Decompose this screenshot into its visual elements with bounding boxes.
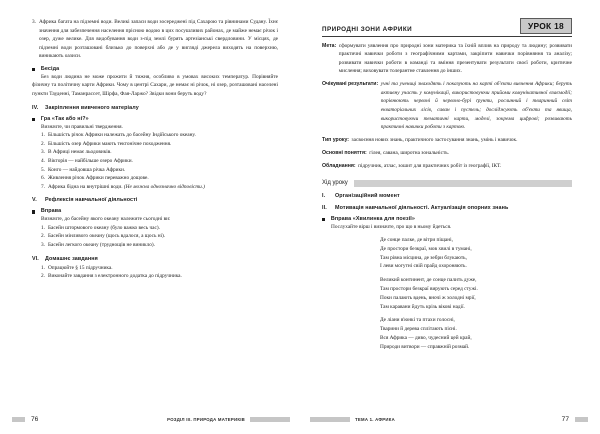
poem-line: І леви могутні свій прайд охороняють. [380,263,467,270]
list-item [32,264,278,273]
poem-stanza [380,236,572,271]
besida-text: Без води людина не може прожити й тижня, особливо в умовах високих температур. Порівняйте фізичну та політичну карти Африки. Чому в центрі Сахари, де немає ні річок, ні озер, розташовані населені пункти Тауденні, Таманрассет, Шірфа, Фая-Ларжо? Звідки вони беруть воду? [32,73,278,98]
poetry-exercise-lead: Послухайте вірш і визначте, про що в ньому йдеться. [331,223,452,230]
item-number: 1. [41,224,45,231]
homework-list [32,264,278,281]
item-text: Басейн штормового океану (було важко весь час). [47,224,160,231]
item-text: Басейн мінливого океану (щось вдалося, а щось ні). [47,233,166,240]
meta-row-aim [322,42,572,76]
item-text: Більшість озер Африки мають тектонічне походження. [47,140,172,147]
exercise-lead-text: Визначте, до басейну якого океану належите сьогодні ви: [41,216,171,223]
item-number: 1. [41,132,45,139]
section-heading-vi [32,256,278,262]
section-numeral-vi: VI. [32,255,39,262]
list-item [32,157,278,166]
item-number: 4. [41,157,45,164]
item-text: Конго — найдовша річка Африки. [47,166,126,173]
list-item [32,174,278,183]
section-heading-v [32,197,278,203]
list-item [32,183,278,192]
exercise-heading-left [32,208,278,214]
reflection-options-list [32,224,278,250]
poem-line: Де ліани в'юнкі та птахи голосні, [380,317,455,324]
footer-bar-left [310,417,350,422]
step-title-ii: Мотивація навчальної діяльності. Актуалізація опорних знань [335,204,509,211]
item-number: 3. [41,241,45,248]
item-text: Опрацюйте § 15 підручника. [47,264,113,271]
list-item [32,140,278,149]
poem-stanza [380,316,572,351]
item-number: 2. [41,233,45,240]
item-text-note: (Не можна однозначно відповісти.) [123,183,205,190]
poem-line: Поки палають вдень, вночі ж холодні мрії, [380,294,476,301]
game-heading-label: Гра «Так або ні?» [40,115,89,122]
meta-text: гілея, савана, широтна зональність. [369,150,450,157]
footer-bar-left [12,417,25,422]
lesson-flow-title: Хід уроку [322,180,348,187]
meta-label: Тип уроку: [322,137,350,144]
poem-line: Природи витвори — справжній розмай. [380,343,470,350]
meta-row-lesson-type [322,136,572,145]
lesson-header [322,18,572,37]
section-numeral-iv: IV. [32,104,39,111]
page-number-right: 77 [561,416,569,423]
meta-text: засвоєння нових знань, практичного застосування знань, умінь і навичок. [351,137,518,144]
list-item [32,232,278,241]
lesson-flow-divider [322,180,572,187]
meta-row-equipment [322,162,572,171]
step-numeral-ii: II. [322,204,327,211]
poem-stanza [380,276,572,311]
step-heading-ii [322,205,572,211]
poetry-exercise-heading [322,216,572,222]
meta-row-key-concepts [322,149,572,158]
item-text: Живлення річок Африки переважно дощове. [47,175,149,182]
running-head-left: РОЗДІЛ ІІІ. ПРИРОДА МАТЕРИКІВ [167,417,245,422]
meta-label: Обладнання: [322,163,356,170]
game-heading [32,116,278,122]
list-item [32,131,278,140]
poem-line: Де простори безкраї, мов хвилі в тумані, [380,245,472,252]
exercise-heading-label: Вправа [40,208,62,215]
section-title-vi: Домашнє завдання [45,255,98,262]
poem-line: Великий континент, де сонце палить дуже, [380,277,477,284]
poem-line: Тварини й дерева сплітають пісні. [380,326,457,333]
left-page-footer [0,416,300,423]
list-item [32,272,278,281]
right-page [300,0,600,434]
item-number: 6. [41,175,45,182]
poem-line: Там рівна місцина, де зебри блукають, [380,254,467,261]
square-bullet-icon [322,218,325,221]
page-number-left: 76 [31,416,39,423]
meta-text: сформувати уявлення про природні зони материка та їхній вплив на природу та людину; розвивати практичні навички роботи з географічними картами, закріпити навички порівняння та аналізу; розвивати навички роботи в команді та вміння презентувати результати своєї роботи, критичне мислення; виховувати толерантне ставлення до інших. [338,42,572,75]
meta-text: підручник, атлас, зошит для практичних робіт із географії, ІКТ. [358,163,502,170]
step-title-i: Організаційний момент [335,192,400,199]
running-head-right: ТЕМА 1. АФРИКА [355,417,395,422]
step-numeral-i: I. [322,192,326,199]
item-text: Більшість річок Африки належать до басейну Індійського океану. [47,132,196,139]
item-text: Вікторія — найбільше озеро Африки. [47,157,133,164]
item-number: 5. [41,166,45,173]
item-text: Виконайте завдання з електронного додатка до підручника. [47,273,182,280]
poem-line: Де сонце палке, де вітри піщані, [380,237,453,244]
numbered-paragraph [32,18,278,61]
paragraph-number: 3. [32,19,36,25]
section-title-iv: Закріплення вивченого матеріалу [45,104,139,111]
list-item [32,241,278,250]
list-item [32,166,278,175]
square-bullet-icon [32,68,35,71]
poetry-exercise-label: Вправа «Хвилинка для поезії» [330,215,416,222]
section-heading-iv [32,105,278,111]
besida-heading-label: Бесіда [40,65,60,72]
meta-label: Очікувані результати: [322,81,379,88]
item-number: 1. [41,264,45,271]
meta-row-expected-results [322,80,572,131]
item-number: 2. [41,140,45,147]
item-number: 2. [41,273,45,280]
footer-bar-right [250,417,290,422]
right-page-footer [300,416,600,423]
item-text-main: Африка бідна на внутрішні води. [47,183,124,190]
poem-line: Там простори безкраї вирують серед стужі. [380,286,478,292]
poem-line: Вся Африка — диво, чудесний цей край, [380,334,472,341]
step-heading-i [322,193,572,199]
list-item [32,148,278,157]
list-item [32,224,278,233]
poem-line: Там каравани йдуть крізь вікові надії. [380,303,465,310]
square-bullet-icon [32,210,35,213]
footer-bar-right [575,417,588,422]
statements-list [32,131,278,191]
item-number: 7. [41,183,45,190]
section-title-v: Рефлексія навчальної діяльності [45,197,138,204]
meta-label: Мета: [322,42,337,49]
lesson-number-badge: УРОК 18 [520,18,572,34]
meta-label: Основні поняття: [322,150,367,157]
game-lead-text: Визначте, чи правильні твердження. [41,123,123,130]
item-number: 3. [41,149,45,156]
item-text: В Африці немає льодовиків. [47,149,112,156]
poem [322,236,572,351]
item-text: Басейн легкого океану (труднощів не виникло). [47,241,155,248]
paragraph-text: Африка багата на підземні води. Великі запаси води зосереджені під Сахарою та рівнинами Судану. Їхнє значення для забезпечення населення прісною водою в цих посушливих районах, де майже немає річок і озер, дуже велике. Для видобування води з-під землі бурять артезіанські свердловини. У місцях, де підземні води розташовані близько до поверхні або де у вигляді джерела виходять на поверхню, виникають оазиси. [38,19,278,60]
besida-heading [32,66,278,72]
section-numeral-v: V. [32,197,37,204]
page-title: ПРИРОДНІ ЗОНИ АФРИКИ [322,25,413,33]
square-bullet-icon [32,118,35,121]
item-text [48,183,278,192]
divider-bar [354,180,572,187]
meta-text: учні та учениці знаходять і показують на карті об'єкти вивчення Африки; беруть активну участь у комунікації, використовуючи прийоми комунікативної взаємодії; порівнюють червоні й червоно-бурі ґрунти, рослинний і тваринний світ екваторіальних лісів, саван і пустель; досліджують об'єкти та явища, використовуючи тематичні карти, моделі, зокрема цифрові; розвивають практичні навички роботи з картою. [380,81,572,131]
